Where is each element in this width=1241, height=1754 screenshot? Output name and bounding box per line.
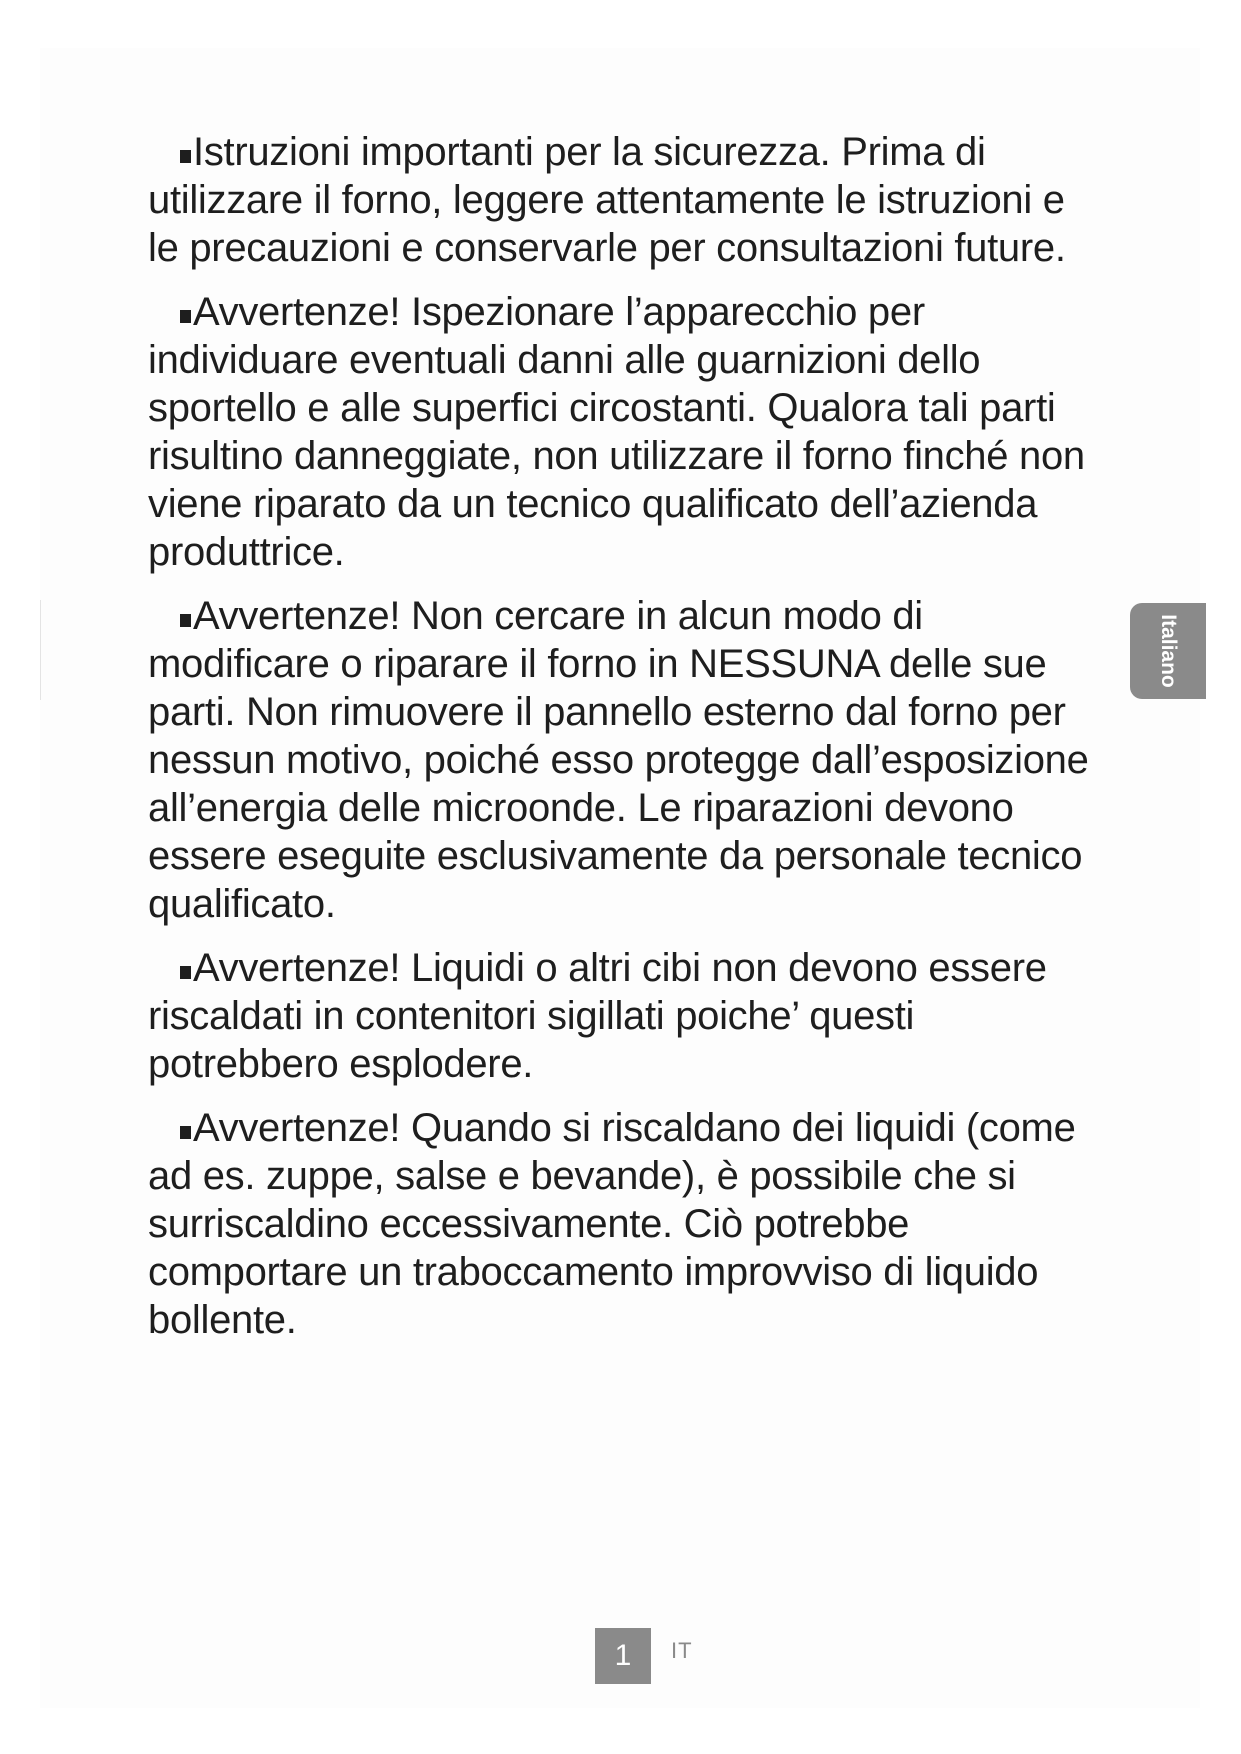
paragraph-safety-intro: [148, 128, 1093, 272]
paragraph-text: Avvertenze! Liquidi o altri cibi non devono essere riscaldati in contenitori sigillati poiche’ questi potrebbero esplodere.: [148, 946, 1047, 1086]
paragraph-text: Avvertenze! Non cercare in alcun modo di modificare o riparare il forno in NESSUNA delle sue parti. Non rimuovere il pannello esterno dal forno per nessun motivo, poiché esso protegge dall’esposizione all’energia delle microonde. Le riparazioni devono essere eseguite esclusivamente da personale tecnico qualificato.: [148, 594, 1089, 926]
square-bullet-icon: [180, 310, 191, 323]
paragraph-warning-sealed-containers: [148, 944, 1093, 1088]
square-bullet-icon: [180, 966, 191, 979]
language-side-tab-label: Italiano: [1156, 614, 1180, 688]
language-side-tab: [1130, 603, 1206, 699]
paragraph-text: Istruzioni importanti per la sicurezza. Prima di utilizzare il forno, leggere attentamente le istruzioni e le precauzioni e conservarle per consultazioni future.: [148, 130, 1066, 270]
paragraph-warning-repair: [148, 592, 1093, 928]
safety-instructions: [148, 128, 1093, 1360]
page-number: 1: [595, 1628, 651, 1684]
paragraph-text: Avvertenze! Quando si riscaldano dei liquidi (come ad es. zuppe, salse e bevande), è possibile che si surriscaldino eccessivamente. Ciò potrebbe comportare un traboccamento improvviso di liquido bollente.: [148, 1106, 1076, 1342]
language-code: IT: [671, 1638, 693, 1663]
square-bullet-icon: [180, 614, 191, 627]
paragraph-warning-inspect: [148, 288, 1093, 576]
left-edge-line: [40, 600, 41, 700]
square-bullet-icon: [180, 1126, 191, 1139]
paragraph-warning-liquids: [148, 1104, 1093, 1344]
square-bullet-icon: [180, 150, 191, 163]
paragraph-text: Avvertenze! Ispezionare l’apparecchio per individuare eventuali danni alle guarnizioni dello sportello e alle superfici circostanti. Qualora tali parti risultino danneggiate, non utilizzare il forno finché non viene riparato da un tecnico qualificato dell’azienda produttrice.: [148, 290, 1085, 574]
